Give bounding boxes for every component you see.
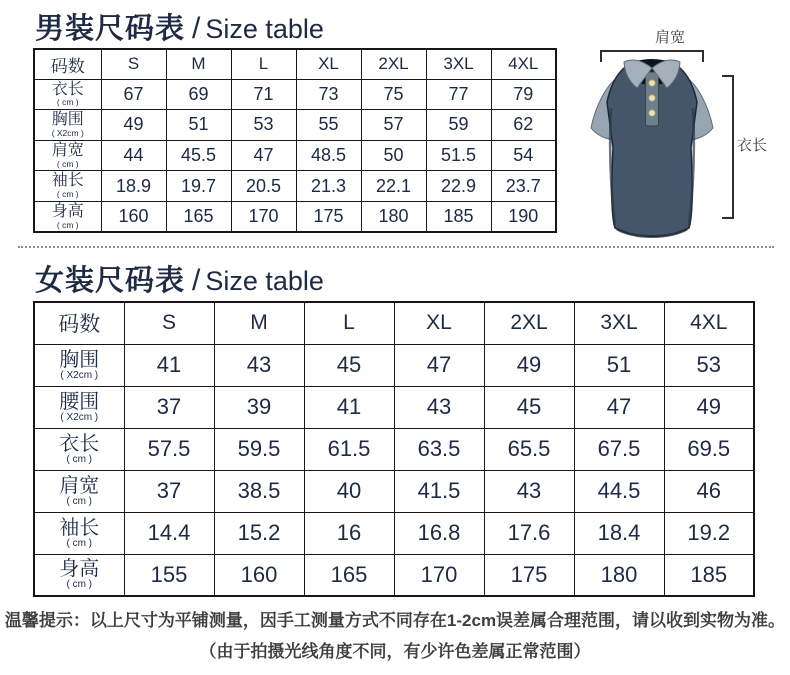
size-column-header: 4XL [491,49,556,79]
size-value-cell: 51 [166,110,231,141]
size-column-header: XL [296,49,361,79]
size-value-cell: 17.6 [484,512,574,554]
size-value-cell: 46 [664,470,754,512]
size-value-cell: 62 [491,110,556,141]
size-value-cell: 57 [361,110,426,141]
size-value-cell: 47 [231,140,296,171]
size-value-cell: 190 [491,201,556,232]
size-value-cell: 40 [304,470,394,512]
size-value-cell: 16 [304,512,394,554]
measurement-row [34,512,754,554]
measurement-name: 身高 [59,558,100,581]
size-value-cell: 170 [394,554,484,596]
size-value-cell: 48.5 [296,140,361,171]
size-value-cell: 41 [124,344,214,386]
measurement-row [34,386,754,428]
size-value-cell: 50 [361,140,426,171]
row-label-cell [34,110,101,141]
row-label-cell [34,201,101,232]
size-value-cell: 185 [426,201,491,232]
size-value-cell: 49 [484,344,574,386]
size-value-cell: 69.5 [664,428,754,470]
size-value-cell: 77 [426,79,491,110]
size-value-cell: 43 [394,386,484,428]
measurement-row [34,79,556,110]
disclaimer-line-2: （由于拍摄光线角度不同，有少许色差属正常范围） [199,642,591,661]
size-column-header: M [214,302,304,344]
size-column-header: 3XL [426,49,491,79]
size-column-header: 4XL [664,302,754,344]
size-value-cell: 49 [101,110,166,141]
size-column-header: XL [394,302,484,344]
size-value-cell: 45.5 [166,140,231,171]
size-value-cell: 69 [166,79,231,110]
measurement-row [34,554,754,596]
size-column-header: L [304,302,394,344]
size-value-cell: 63.5 [394,428,484,470]
size-value-cell: 19.7 [166,171,231,202]
mens-section-title [35,6,324,47]
size-value-cell: 39 [214,386,304,428]
measurement-unit: ( cm ) [66,495,93,507]
measurement-row [34,201,556,232]
measurement-name: 腰围 [59,390,100,413]
size-value-cell: 61.5 [304,428,394,470]
womens-title-chinese: 女装尺码表 [35,265,186,297]
shoulder-width-label: 肩宽 [654,29,685,46]
measurement-unit: ( cm ) [56,189,79,200]
measurement-name: 身高 [51,202,84,220]
measurement-unit: ( cm ) [66,453,93,465]
measurement-name: 衣长 [51,80,84,98]
measurement-unit: ( X2cm ) [60,411,99,423]
size-column-header: 2XL [361,49,426,79]
measurement-row [34,110,556,141]
size-value-cell: 155 [124,554,214,596]
measurement-row [34,428,754,470]
size-value-cell: 44 [101,140,166,171]
measurement-unit: ( X2cm ) [51,128,84,139]
size-value-cell: 44.5 [574,470,664,512]
corner-header: 码数 [34,302,124,344]
size-value-cell: 47 [574,386,664,428]
measurement-unit: ( cm ) [56,219,79,230]
womens-title-english: Size table [205,266,324,296]
size-value-cell: 41.5 [394,470,484,512]
size-value-cell: 49 [664,386,754,428]
size-value-cell: 59 [426,110,491,141]
size-value-cell: 22.9 [426,171,491,202]
size-value-cell: 15.2 [214,512,304,554]
polo-shirt-illustration [565,10,790,242]
size-value-cell: 65.5 [484,428,574,470]
size-value-cell: 75 [361,79,426,110]
size-value-cell: 19.2 [664,512,754,554]
size-value-cell: 41 [304,386,394,428]
mens-size-table [33,48,557,233]
measurement-name: 肩宽 [59,474,100,497]
size-value-cell: 21.3 [296,171,361,202]
size-value-cell: 45 [304,344,394,386]
corner-header: 码数 [34,49,101,79]
header-row [34,49,556,79]
row-label-cell [34,344,124,386]
size-value-cell: 18.4 [574,512,664,554]
size-value-cell: 51.5 [426,140,491,171]
size-value-cell: 51 [574,344,664,386]
size-value-cell: 59.5 [214,428,304,470]
size-value-cell: 53 [664,344,754,386]
size-value-cell: 55 [296,110,361,141]
size-column-header: M [166,49,231,79]
size-value-cell: 180 [574,554,664,596]
garment-length-label: 衣长 [737,137,768,154]
size-value-cell: 37 [124,386,214,428]
measurement-name: 肩宽 [51,141,84,159]
size-value-cell: 20.5 [231,171,296,202]
measurement-row [34,470,754,512]
size-value-cell: 67.5 [574,428,664,470]
disclaimer-line-1: 温馨提示：以上尺寸为平铺测量，因手工测量方式不同存在1-2cm误差属合理范围，请以收到实物为准。 [4,611,786,630]
size-column-header: 2XL [484,302,574,344]
measurement-unit: ( cm ) [66,579,93,591]
size-value-cell: 67 [101,79,166,110]
size-value-cell: 47 [394,344,484,386]
measurement-name: 胸围 [59,348,100,371]
size-column-header: 3XL [574,302,664,344]
polo-shirt-icon [577,56,727,241]
measurement-name: 袖长 [59,516,100,539]
row-label-cell [34,554,124,596]
size-value-cell: 37 [124,470,214,512]
row-label-cell [34,79,101,110]
size-value-cell: 43 [214,344,304,386]
mens-title-english: Size table [205,14,324,44]
size-value-cell: 53 [231,110,296,141]
size-value-cell: 22.1 [361,171,426,202]
size-value-cell: 175 [484,554,574,596]
measurement-row [34,140,556,171]
size-value-cell: 160 [214,554,304,596]
row-label-cell [34,386,124,428]
size-value-cell: 71 [231,79,296,110]
header-row [34,302,754,344]
measurement-name: 衣长 [59,432,100,455]
size-value-cell: 16.8 [394,512,484,554]
measurement-row [34,171,556,202]
measurement-unit: ( X2cm ) [60,369,99,381]
measurement-unit: ( cm ) [66,537,93,549]
measurement-row [34,344,754,386]
size-value-cell: 38.5 [214,470,304,512]
size-value-cell: 170 [231,201,296,232]
size-column-header: S [124,302,214,344]
size-value-cell: 165 [166,201,231,232]
title-slash: / [192,12,201,45]
womens-size-table [33,301,755,597]
size-value-cell: 175 [296,201,361,232]
size-value-cell: 73 [296,79,361,110]
row-label-cell [34,512,124,554]
size-column-header: L [231,49,296,79]
size-value-cell: 160 [101,201,166,232]
title-slash: / [192,264,201,297]
measurement-unit: ( cm ) [56,158,79,169]
row-label-cell [34,171,101,202]
size-value-cell: 14.4 [124,512,214,554]
size-value-cell: 18.9 [101,171,166,202]
row-label-cell [34,140,101,171]
measurement-name: 胸围 [51,111,84,129]
size-value-cell: 23.7 [491,171,556,202]
row-label-cell [34,470,124,512]
row-label-cell [34,428,124,470]
size-value-cell: 57.5 [124,428,214,470]
size-value-cell: 43 [484,470,574,512]
measurement-name: 袖长 [51,172,84,190]
size-column-header: S [101,49,166,79]
size-value-cell: 180 [361,201,426,232]
size-value-cell: 79 [491,79,556,110]
measurement-unit: ( cm ) [56,97,79,108]
dotted-divider [18,246,774,248]
womens-section-title [35,258,324,299]
size-value-cell: 165 [304,554,394,596]
size-value-cell: 54 [491,140,556,171]
size-value-cell: 45 [484,386,574,428]
size-value-cell: 185 [664,554,754,596]
mens-title-chinese: 男装尺码表 [35,13,186,45]
